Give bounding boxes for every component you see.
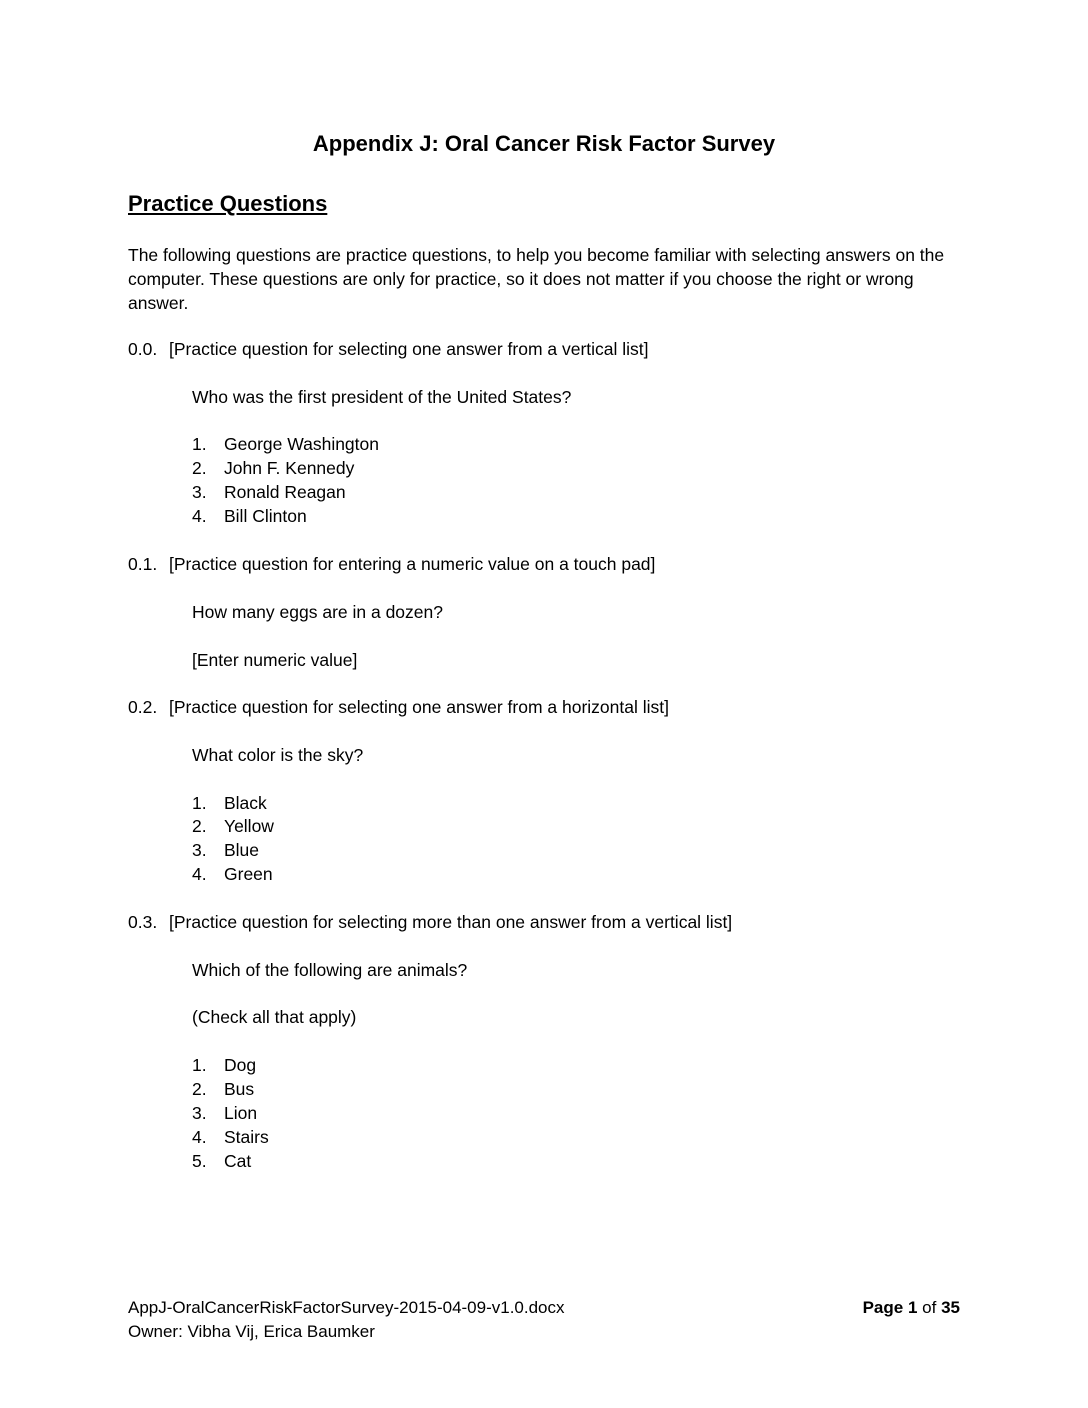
question-label <box>128 912 732 933</box>
option-number: 3. <box>192 840 207 860</box>
option-number: 2. <box>192 816 207 836</box>
question-description: [Practice question for selecting more than one answer from a vertical list] <box>169 912 733 932</box>
option-text: Blue <box>224 840 260 860</box>
option-text: Lion <box>224 1103 258 1123</box>
option-text: Bus <box>224 1079 255 1099</box>
question-number: 0.1. <box>128 554 158 574</box>
option-text: Black <box>224 793 267 813</box>
option-text: Dog <box>224 1055 257 1075</box>
answer-option[interactable] <box>192 434 379 455</box>
intro-paragraph <box>128 243 958 315</box>
answer-option[interactable] <box>192 793 267 814</box>
page-total: 35 <box>941 1298 960 1317</box>
answer-option[interactable] <box>192 1055 256 1076</box>
question-prompt: What color is the sky? <box>192 745 364 765</box>
question-label <box>128 554 655 575</box>
answer-option[interactable] <box>192 1103 257 1124</box>
option-text: George Washington <box>224 434 379 454</box>
page-label: Page <box>862 1298 904 1317</box>
option-number: 4. <box>192 506 207 526</box>
section-heading: Practice Questions <box>128 191 328 216</box>
option-number: 2. <box>192 458 207 478</box>
option-text: Green <box>224 864 273 884</box>
option-number: 1. <box>192 434 207 454</box>
document-title: Appendix J: Oral Cancer Risk Factor Survey <box>312 131 776 156</box>
option-number: 1. <box>192 793 207 813</box>
footer-page-number <box>863 1298 960 1318</box>
option-text: Bill Clinton <box>224 506 307 526</box>
answer-option[interactable] <box>192 1079 254 1100</box>
answer-option[interactable] <box>192 840 259 861</box>
option-number: 5. <box>192 1151 207 1171</box>
answer-option[interactable] <box>192 816 274 837</box>
answer-option[interactable] <box>192 864 273 885</box>
question-prompt: How many eggs are in a dozen? <box>192 602 443 622</box>
question-label <box>128 339 649 360</box>
option-text: Yellow <box>224 816 274 836</box>
page-of: of <box>922 1298 937 1317</box>
answer-option[interactable] <box>192 458 354 479</box>
option-number: 3. <box>192 1103 207 1123</box>
answer-option[interactable] <box>192 1127 269 1148</box>
option-text: John F. Kennedy <box>224 458 355 478</box>
question-prompt: Which of the following are animals? <box>192 960 468 980</box>
question-label <box>128 697 669 718</box>
question-description: [Practice question for selecting one answer from a vertical list] <box>169 339 649 359</box>
question-number: 0.3. <box>128 912 158 932</box>
intro-text: The following questions are practice questions, to help you become familiar with selecting answers on the computer. These questions are only for practice, so it does not matter if you choose the right or wrong answer. <box>128 245 945 313</box>
question-number: 0.2. <box>128 697 158 717</box>
option-number: 4. <box>192 864 207 884</box>
question-description: [Practice question for selecting one answer from a horizontal list] <box>169 697 669 717</box>
question-description: [Practice question for entering a numeric value on a touch pad] <box>169 554 656 574</box>
option-text: Cat <box>224 1151 252 1171</box>
answer-option[interactable] <box>192 482 346 503</box>
footer-filename: AppJ-OralCancerRiskFactorSurvey-2015-04-09-v1.0.docx <box>128 1298 565 1317</box>
option-number: 1. <box>192 1055 207 1075</box>
multi-select-instruction: (Check all that apply) <box>192 1007 357 1027</box>
option-number: 4. <box>192 1127 207 1147</box>
question-prompt: Who was the first president of the United States? <box>192 387 572 407</box>
option-text: Stairs <box>224 1127 269 1147</box>
answer-option[interactable] <box>192 506 307 527</box>
page-current: 1 <box>907 1298 918 1317</box>
numeric-entry-instruction: [Enter numeric value] <box>192 650 358 670</box>
option-number: 2. <box>192 1079 207 1099</box>
option-text: Ronald Reagan <box>224 482 346 502</box>
footer-owner: Owner: Vibha Vij, Erica Baumker <box>128 1322 375 1341</box>
answer-option[interactable] <box>192 1151 251 1172</box>
option-number: 3. <box>192 482 207 502</box>
question-number: 0.0. <box>128 339 158 359</box>
